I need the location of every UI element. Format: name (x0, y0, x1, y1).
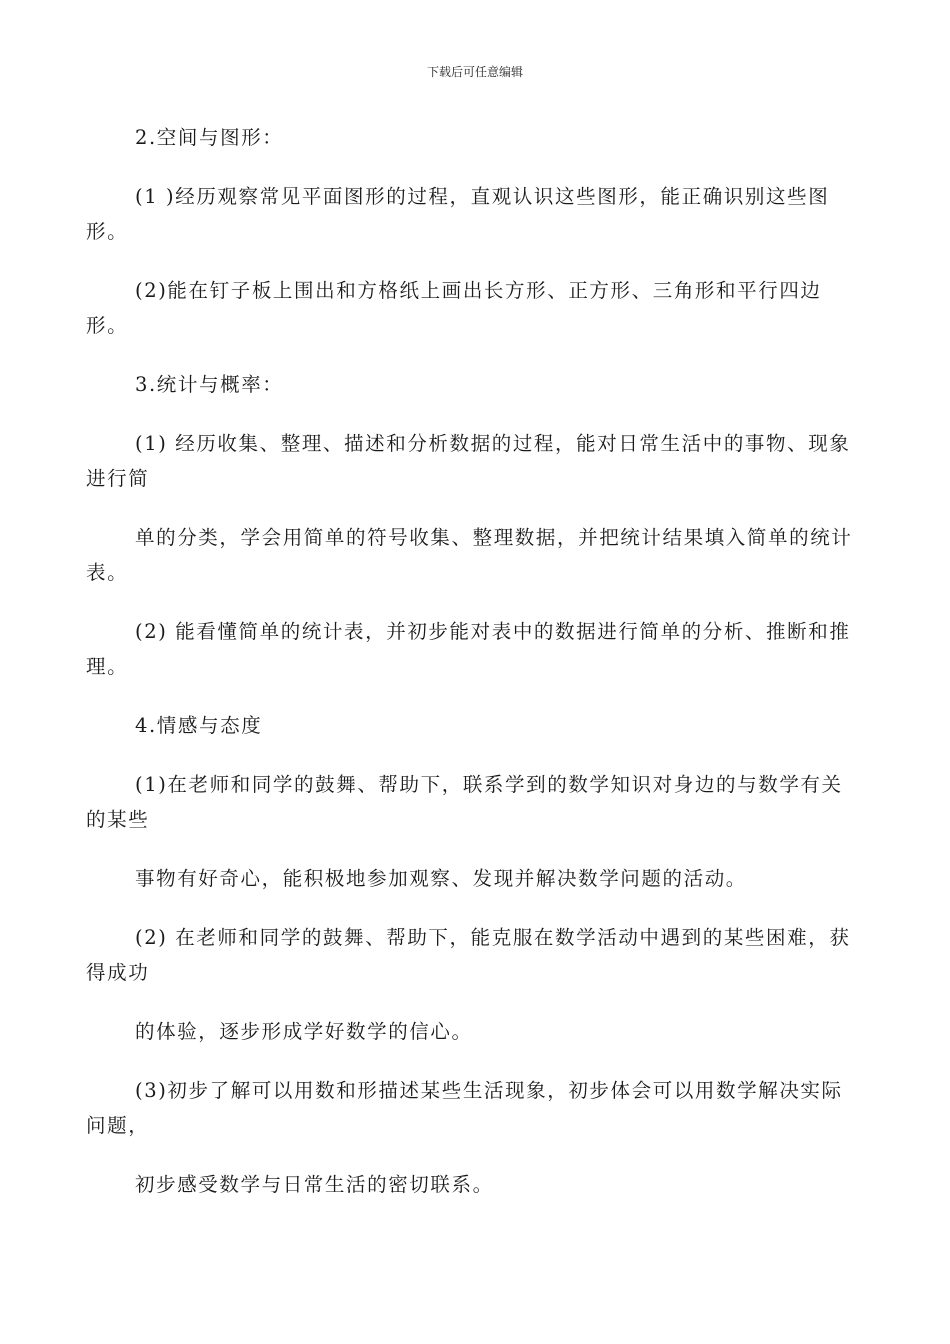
paragraph-item: (2)能在钉子板上围出和方格纸上画出长方形、正方形、三角形和平行四边形。 (86, 279, 822, 337)
section-heading-emotion-attitude: 4.情感与态度 (135, 714, 263, 737)
page-header: 下载后可任意编辑 (426, 65, 523, 79)
paragraph-item: 初步感受数学与日常生活的密切联系。 (135, 1173, 494, 1196)
paragraph-item: (1) 经历收集、整理、描述和分析数据的过程，能对日常生活中的事物、现象进行简 (86, 432, 851, 490)
paragraph-item: (3)初步了解可以用数和形描述某些生活现象，初步体会可以用数学解决实际问题， (86, 1079, 843, 1137)
paragraph-item: 事物有好奇心，能积极地参加观察、发现并解决数学问题的活动。 (135, 867, 747, 890)
paragraph-item: 的体验，逐步形成学好数学的信心。 (135, 1020, 473, 1043)
paragraph-item: (2) 在老师和同学的鼓舞、帮助下，能克服在数学活动中遇到的某些困难，获得成功 (86, 926, 851, 984)
paragraph-item: (2) 能看懂简单的统计表，并初步能对表中的数据进行简单的分析、推断和推理。 (86, 620, 851, 678)
paragraph-item: 单的分类，学会用简单的符号收集、整理数据，并把统计结果填入简单的统计表。 (86, 526, 853, 584)
paragraph-item: (1)在老师和同学的鼓舞、帮助下，联系学到的数学知识对身边的与数学有关的某些 (86, 773, 843, 831)
paragraph-item: (1 )经历观察常见平面图形的过程，直观认识这些图形，能正确识别这些图形。 (86, 185, 830, 243)
section-heading-statistics-probability: 3.统计与概率： (135, 373, 284, 396)
section-heading-space-geometry: 2.空间与图形： (135, 126, 284, 149)
document-body (86, 120, 856, 1226)
